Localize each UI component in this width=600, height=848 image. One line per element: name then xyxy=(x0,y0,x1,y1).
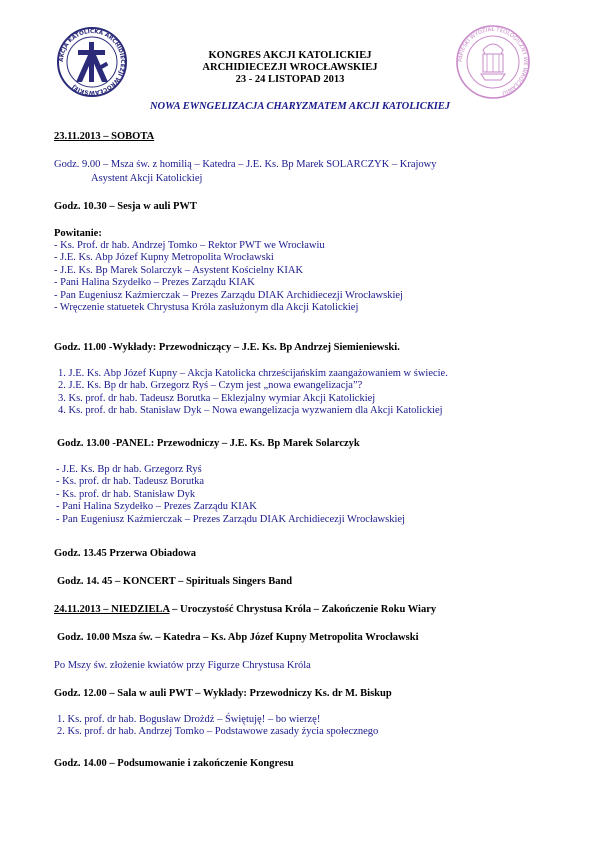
list-item: - Ks. Prof. dr hab. Andrzej Tomko – Rektor PWT we Wrocławiu xyxy=(54,240,325,251)
list-item: 1. Ks. prof. dr hab. Bogusław Drożdż – Świętuję! – bo wierzę! xyxy=(57,714,321,725)
list-item: - J.E. Ks. Abp Józef Kupny Metropolita Wrocławski xyxy=(54,252,274,264)
list-item: - Ks. prof. dr hab. Stanisław Dyk xyxy=(56,488,196,500)
pwt-seal-logo xyxy=(455,24,531,100)
panel-title: Godz. 13.00 -PANEL: Przewodniczy – J.E. Ks. Bp Marek Solarczyk xyxy=(57,438,360,449)
header-line-3: 23 - 24 LISTOPAD 2013 xyxy=(235,74,345,85)
day2-mass: Godz. 10.00 Msza św. – Katedra – Ks. Abp Józef Kupny Metropolita Wrocławski xyxy=(57,632,419,643)
day2-date-rest: – Uroczystość Chrystusa Króla – Zakończenie Roku Wiary xyxy=(169,604,437,615)
congress-header xyxy=(130,50,450,86)
list-item: - Pani Halina Szydełko – Prezes Zarządu KIAK xyxy=(56,501,257,513)
closing: Godz. 14.00 – Podsumowanie i zakończenie Kongresu xyxy=(54,758,294,769)
welcome-title: Powitanie: xyxy=(54,228,102,239)
list-item: - Ks. prof. dr hab. Tadeusz Borutka xyxy=(56,476,205,488)
list-item: - Wręczenie statuetek Chrystusa Króla zasłużonym dla Akcji Katolickiej xyxy=(54,302,359,314)
header-line-2: ARCHIDIECEZJI WROCŁAWSKIEJ xyxy=(202,62,378,73)
day2-lectures-list xyxy=(57,714,378,739)
day1-session: Godz. 10.30 – Sesja w auli PWT xyxy=(54,201,197,212)
header-line-1: KONGRES AKCJI KATOLICKIEJ xyxy=(208,50,372,61)
logo-left-ring-text: AKCJA KATOLICKA ARCHIDIECEZJI WROCŁAWSKIEJ xyxy=(58,28,126,96)
day1-date: 23.11.2013 – SOBOTA xyxy=(54,131,155,142)
day1-lectures-title: Godz. 11.00 -Wykłady: Przewodniczący – J.E. Ks. Bp Andrzej Siemieniewski. xyxy=(54,342,400,353)
list-item: - Pani Halina Szydełko – Prezes Zarządu KIAK xyxy=(54,277,255,289)
welcome-list xyxy=(54,240,403,314)
list-item: 2. J.E. Ks. Bp dr hab. Grzegorz Ryś – Czym jest „nowa ewangelizacja”? xyxy=(58,380,363,392)
list-item: - J.E. Ks. Bp Marek Solarczyk – Asystent Kościelny KIAK xyxy=(54,264,304,276)
list-item: 4. Ks. prof. dr hab. Stanisław Dyk – Nowa ewangelizacja wyzwaniem dla Akcji Katolickiej xyxy=(58,405,443,417)
list-item: - Pan Eugeniusz Kaźmierczak – Prezes Zarządu DIAK Archidiecezji Wrocławskiej xyxy=(54,289,403,301)
list-item: 1. J.E. Ks. Abp Józef Kupny – Akcja Katolicka chrześcijańskim zaangażowaniem w świecie. xyxy=(58,368,448,379)
panel-list xyxy=(56,464,405,526)
day2-heading xyxy=(54,604,436,616)
day1-mass-line1: Godz. 9.00 – Msza św. z homilią – Katedra – J.E. Ks. Bp Marek SOLARCZYK – Krajowy xyxy=(54,159,437,170)
list-item: - J.E. Ks. Bp dr hab. Grzegorz Ryś xyxy=(56,464,202,475)
day1-lectures-list xyxy=(58,368,448,418)
list-item: 3. Ks. prof. dr hab. Tadeusz Borutka – Eklezjalny wymiar Akcji Katolickiej xyxy=(58,392,376,404)
list-item: - Pan Eugeniusz Kaźmierczak – Prezes Zarządu DIAK Archidiecezji Wrocławskiej xyxy=(56,513,405,525)
akcja-katolicka-logo xyxy=(56,26,128,98)
list-item: 2. Ks. prof. dr hab. Andrzej Tomko – Podstawowe zasady życia społecznego xyxy=(57,726,379,738)
day2-date: 24.11.2013 – NIEDZIELA xyxy=(54,604,170,615)
lunch-break: Godz. 13.45 Przerwa Obiadowa xyxy=(54,548,197,559)
concert: Godz. 14. 45 – KONCERT – Spirituals Singers Band xyxy=(57,576,293,587)
day2-lectures-title: Godz. 12.00 – Sala w auli PWT – Wykłady: Przewodniczy Ks. dr M. Biskup xyxy=(54,688,392,699)
logo-right-ring-text: PAPIESKI WYDZIAŁ TEOLOGICZNY WE WROCŁAWIU xyxy=(457,26,529,96)
day1-mass-line2: Asystent Akcji Katolickiej xyxy=(91,173,203,184)
day2-flowers: Po Mszy św. złożenie kwiatów przy Figurze Chrystusa Króla xyxy=(54,660,311,671)
congress-theme: NOWA EWNGELIZACJA CHARYZMATEM AKCJI KATOLICKIEJ xyxy=(149,101,451,112)
